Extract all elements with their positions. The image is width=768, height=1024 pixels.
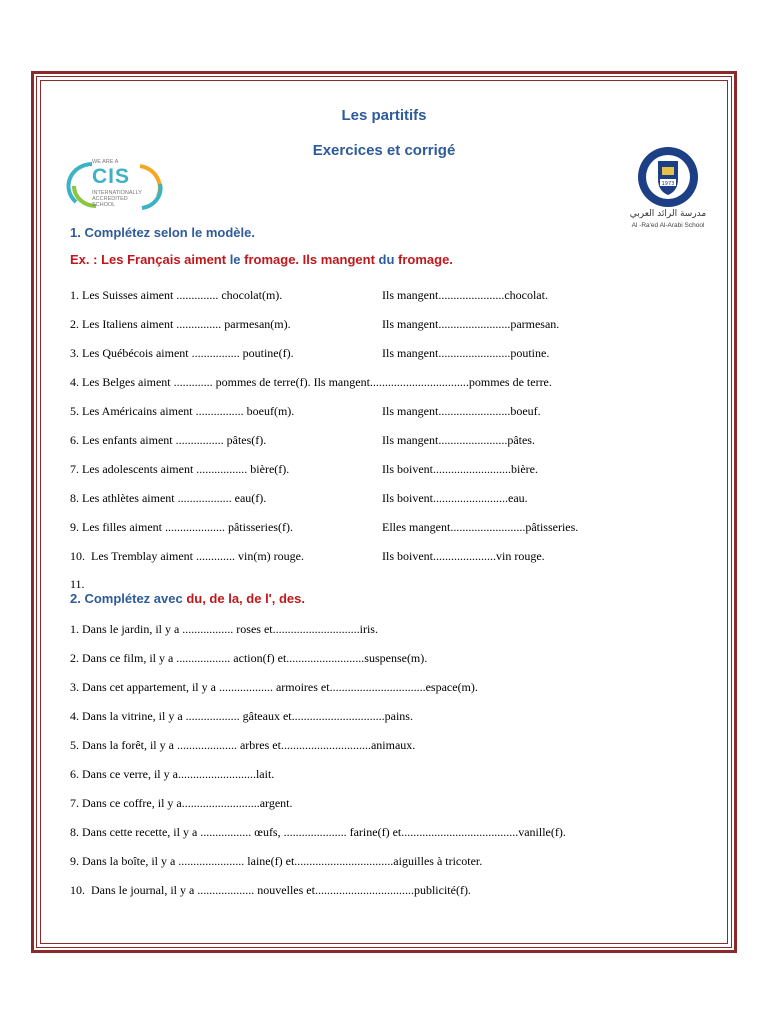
exercise1-item-right: Ils mangent......................chocolat. [382,288,548,302]
exercise1-item-left: 10. Les Tremblay aiment ............. vin(m) rouge. [70,549,304,563]
exercise2-item: 6. Dans ce verre, il y a..........................lait. [70,767,275,781]
section2-heading [70,591,305,606]
exercise1-item-left: 8. Les athlètes aiment .................. eau(f). [70,491,267,505]
exercise2-item: 10. Dans le journal, il y a ................... nouvelles et.................................publicité(f). [70,883,471,897]
example-part5: fromage. [394,252,453,267]
trailing-item-number: 11. [70,577,85,591]
exercise1-item-left: 6. Les enfants aiment ................ pâtes(f). [70,433,267,447]
exercise2-item: 7. Dans ce coffre, il y a..........................argent. [70,796,293,810]
exercise1-item-left: 5. Les Américains aiment ................ boeuf(m). [70,404,295,418]
exercise1-item [70,491,528,505]
school-year: 1973 [661,181,675,187]
cis-big-text: CIS [92,165,131,188]
exercise1-item [70,549,545,563]
exercise1-item [70,433,535,447]
exercise2-item: 4. Dans la vitrine, il y a .................. gâteaux et...............................pains. [70,709,413,723]
exercise1-item [70,462,538,476]
exercise1-item-left: 4. Les Belges aiment ............. pommes de terre(f). Ils mangent.................................pommes de terre. [70,375,552,389]
exercise1-item-right: Ils boivent..........................bière. [382,462,538,476]
exercise1-item-left: 1. Les Suisses aiment .............. chocolat(m). [70,288,283,302]
exercise1-item [70,288,548,302]
example-part3: fromage. Ils mangent [240,252,379,267]
cis-line3: ACCREDITED [92,196,128,202]
exercise1-item-right: Ils boivent.........................eau. [382,491,528,505]
exercise1-item [70,317,560,331]
cis-line4: SCHOOL [92,202,116,208]
section1-heading: 1. Complétez selon le modèle. [70,225,255,240]
exercise1-item-left: 3. Les Québécois aiment ................ poutine(f). [70,346,294,360]
school-logo [618,145,718,235]
exercise1-item [70,404,541,418]
page-subtitle: Exercices et corrigé [312,142,456,159]
example-part4: du [378,252,395,267]
exercise2-item: 9. Dans la boîte, il y a ...................... laine(f) et.................................aiguilles à tricoter. [70,854,483,868]
page-title: Les partitifs [341,107,427,124]
exercise1-item [70,346,550,360]
exercise1-item-right: Ils boivent.....................vin rouge. [382,549,545,563]
example-part2: le [229,252,241,267]
exercise2-item: 2. Dans ce film, il y a .................. action(f) et..........................suspense(m). [70,651,428,665]
exercise1-item [70,520,579,534]
section2-heading-blue: 2. Complétez avec [70,591,187,606]
exercise1-item-left: 9. Les filles aiment .................... pâtisseries(f). [70,520,293,534]
exercise2-item: 3. Dans cet appartement, il y a .................. armoires et................................espace(m). [70,680,478,694]
school-name-english: Al -Ra'ed Al-Arabi School [631,222,705,229]
exercise1-item [70,375,552,389]
exercise2-item: 5. Dans la forêt, il y a .................... arbres et..............................animaux. [70,738,416,752]
exercise1-item-left: 2. Les Italiens aiment ............... parmesan(m). [70,317,291,331]
cis-accreditation-logo [62,156,172,212]
section2-heading-red: du, de la, de l', des. [186,591,306,606]
exercise1-item-right: Ils mangent........................boeuf. [382,404,541,418]
school-crest-icon [618,145,718,209]
section1-example [70,252,453,267]
exercise1-item-left: 7. Les adolescents aiment ................. bière(f). [70,462,290,476]
school-name-arabic: مدرسة الرائد العربي [629,209,707,219]
exercise2-item: 1. Dans le jardin, il y a ................. roses et.............................iris. [70,622,378,636]
exercise1-item-right: Ils mangent.......................pâtes. [382,433,535,447]
exercise1-item-right: Ils mangent........................poutine. [382,346,550,360]
exercise1-item-right: Ils mangent........................parmesan. [382,317,560,331]
example-part1: Ex. : Les Français aiment [70,252,230,267]
cis-line1: WE ARE A [92,159,119,165]
cis-line2: INTERNATIONALLY [92,190,142,196]
exercise1-item-right: Elles mangent.........................pâtisseries. [382,520,579,534]
exercise2-item: 8. Dans cette recette, il y a ................. œufs, ..................... farine(f) et.......................................vanille(f). [70,825,566,839]
